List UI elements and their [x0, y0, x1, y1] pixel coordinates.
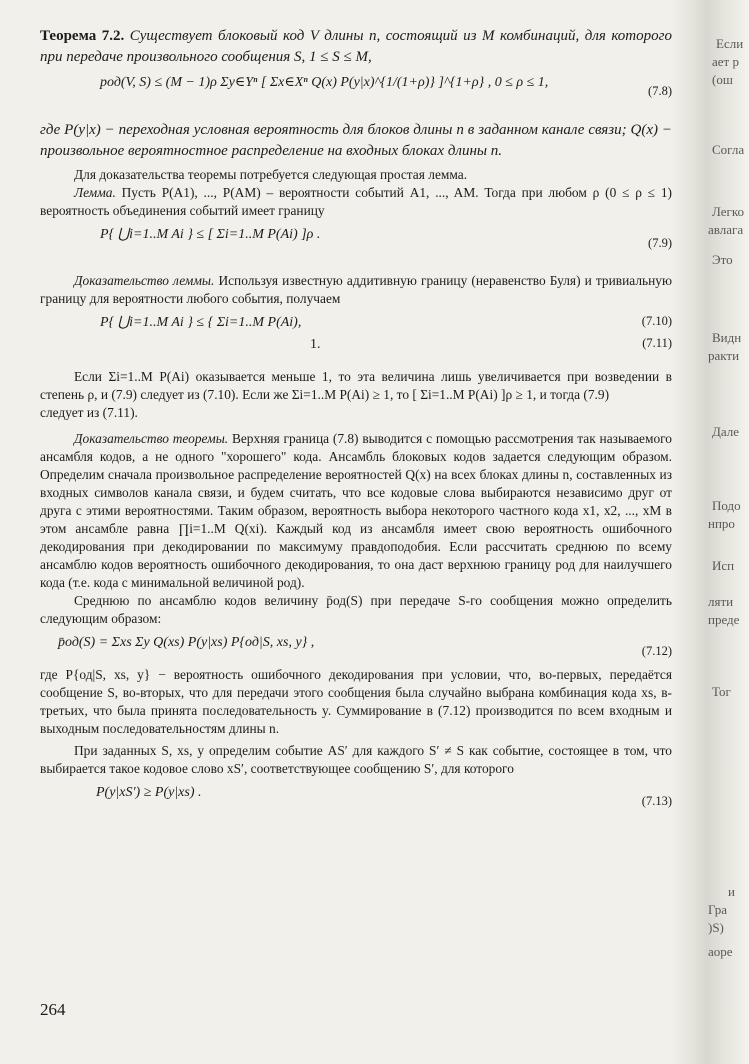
equation-7-13-number: (7.13): [641, 794, 672, 808]
right-page-fragment: нпро: [708, 516, 735, 531]
proof-lemma-text: Используя известную аддитивную границу (неравенство Буля) и тривиальную границу для вероятности любого события, получаем: [40, 273, 672, 306]
right-page-fragment: и: [728, 884, 735, 899]
equation-7-10-body: P{ ⋃i=1..M Ai } ≤ { Σi=1..M P(Ai),: [100, 315, 302, 330]
equation-7-9-body: P{ ⋃i=1..M Ai } ≤ [ Σi=1..M P(Ai) ]ρ .: [100, 227, 321, 242]
equation-7-13: [40, 778, 672, 816]
right-page-fragment: Видн: [712, 330, 742, 345]
right-page-fragment: Согла: [712, 142, 745, 157]
right-page-fragment: Легко: [712, 204, 744, 219]
proof-of-lemma: [40, 272, 672, 308]
equation-7-9: [40, 220, 672, 272]
page-number: 264: [40, 1000, 66, 1019]
right-page-fragment: Дале: [712, 424, 740, 439]
right-page-fragment: преде: [708, 612, 740, 627]
equation-7-8-body: pод(V, S) ≤ (M − 1)ρ Σy∈Yⁿ [ Σx∈Xⁿ Q(x) P(y|x)^{1/(1+ρ)} ]^{1+ρ} , 0 ≤ ρ ≤ 1,: [100, 75, 549, 90]
main-text-column: [40, 26, 672, 816]
right-page-binding-edge: [672, 0, 749, 1064]
equation-7-12: [40, 628, 672, 666]
right-page-fragment: Если: [716, 36, 744, 51]
given-paragraph: При заданных S, xs, y определим событие AS′ для каждого S′ ≠ S как событие, состоящее в том, что выбирается такое кодовое слово xS′, соответствующее сообщению S′, для которого: [40, 743, 672, 776]
equation-7-13-body: P(y|xS′) ≥ P(y|xs) .: [96, 785, 202, 800]
equation-7-8-number: (7.8): [648, 84, 672, 98]
equation-7-10: [40, 308, 672, 360]
right-page-fragment: ракти: [708, 348, 740, 363]
theorem-title: Теорема 7.2.: [40, 28, 125, 44]
if-paragraph: Если Σi=1..M P(Ai) оказывается меньше 1, то эта величина лишь увеличивается при возведении в степень ρ, и (7.9) следует из (7.10). Если же Σi=1..M P(Ai) ≥ 1, то [ Σi=1..M P(Ai) ]ρ ≥ 1, и тогда (7.9): [40, 369, 672, 402]
proof-theorem-label: Доказательство теоремы.: [74, 431, 229, 446]
right-page-fragment: авлага: [708, 222, 744, 237]
right-page-fragment: Подо: [712, 498, 741, 513]
equation-7-12-body: p̄од(S) = Σxs Σy Q(xs) P(y|xs) P{од|S, xs, y} ,: [58, 635, 315, 650]
equation-7-11-body: 1.: [310, 337, 321, 352]
equation-7-12-number: (7.12): [641, 644, 672, 658]
right-page-fragment: ает р: [712, 54, 739, 69]
lemma-intro: Для доказательства теоремы потребуется следующая простая лемма.: [74, 167, 468, 182]
right-page-fragment: Это: [712, 252, 733, 267]
theorem-where: где P(y|x) − переходная условная вероятность для блоков длины n в заданном канале связи; Q(x) − произвольное вероятностное распределение на входных блоках длины n.: [40, 122, 672, 159]
theorem-text: Существует блоковый код V длины n, состоящий из M комбинаций, для которого при передаче произвольного сообщения S, 1 ≤ S ≤ M,: [40, 28, 672, 65]
lemma-label: Лемма.: [74, 185, 116, 200]
equation-7-9-number: (7.9): [648, 236, 672, 250]
right-page-fragment: (ош: [712, 72, 733, 87]
right-page-fragment: аоре: [708, 944, 733, 959]
right-page-fragment: Тог: [712, 684, 731, 699]
if-paragraph-end: следует из (7.11).: [40, 405, 138, 420]
right-page-fragment: Гра: [708, 902, 727, 917]
equation-7-8: [40, 68, 672, 120]
proof-theorem-text: Верхняя граница (7.8) выводится с помощью рассмотрения так называемого ансамбля кодов, а не одного "хорошего" кода. Ансамбль блоковых кодов задается следующим образом. Определим сначала произвольное распределение вероятностей Q(x) на всех блоках длины n, составленных из входных символов канала связи, и будем считать, что все кодовые слова выбираются независимо друг от друга с этими вероятностями. Таким образом, вероятность выбора некоторого частного кода x1, x2, ..., xM в этом ансамбле равна ∏i=1..M Q(xi). Каждый код из ансамбля имеет свою вероятность ошибочного декодирования при декодировании по максимуму правдоподобия. Если рассчитать среднюю по всему ансамблю кодов вероятность ошибочного декодирования, то она даст верхнюю границу pод для наилучшего кода (т.е. кода с минимальной величиной pод).: [40, 431, 672, 590]
average-paragraph: Среднюю по ансамблю кодов величину p̄од(S) при передаче S-го сообщения можно определить следующим образом:: [40, 593, 672, 626]
equation-7-11-number: (7.11): [642, 336, 672, 350]
where-paragraph: где P{од|S, xs, y} − вероятность ошибочного декодирования при условии, что, во-первых, передаётся сообщение S, во-вторых, что для передачи этого сообщения была случайно выбрана комбинация кода xs, в-третьих, что была принята последовательность y. Суммирование в (7.12) производится по всем входным и выходным последовательностям длины n.: [40, 667, 672, 736]
lemma-text: Пусть P(A1), ..., P(AM) – вероятности событий A1, ..., AM. Тогда при любом ρ (0 ≤ ρ ≤ 1) вероятность объединения событий имеет границу: [40, 185, 672, 218]
right-page-fragment: ляти: [708, 594, 734, 609]
theorem-statement: [40, 26, 672, 68]
right-page-fragment: )S): [708, 920, 724, 935]
proof-lemma-label: Доказательство леммы.: [74, 273, 215, 288]
lemma-statement: [40, 184, 672, 220]
right-page-fragment: Исп: [712, 558, 735, 573]
equation-7-10-number: (7.10): [641, 314, 672, 328]
proof-of-theorem: [40, 430, 672, 592]
